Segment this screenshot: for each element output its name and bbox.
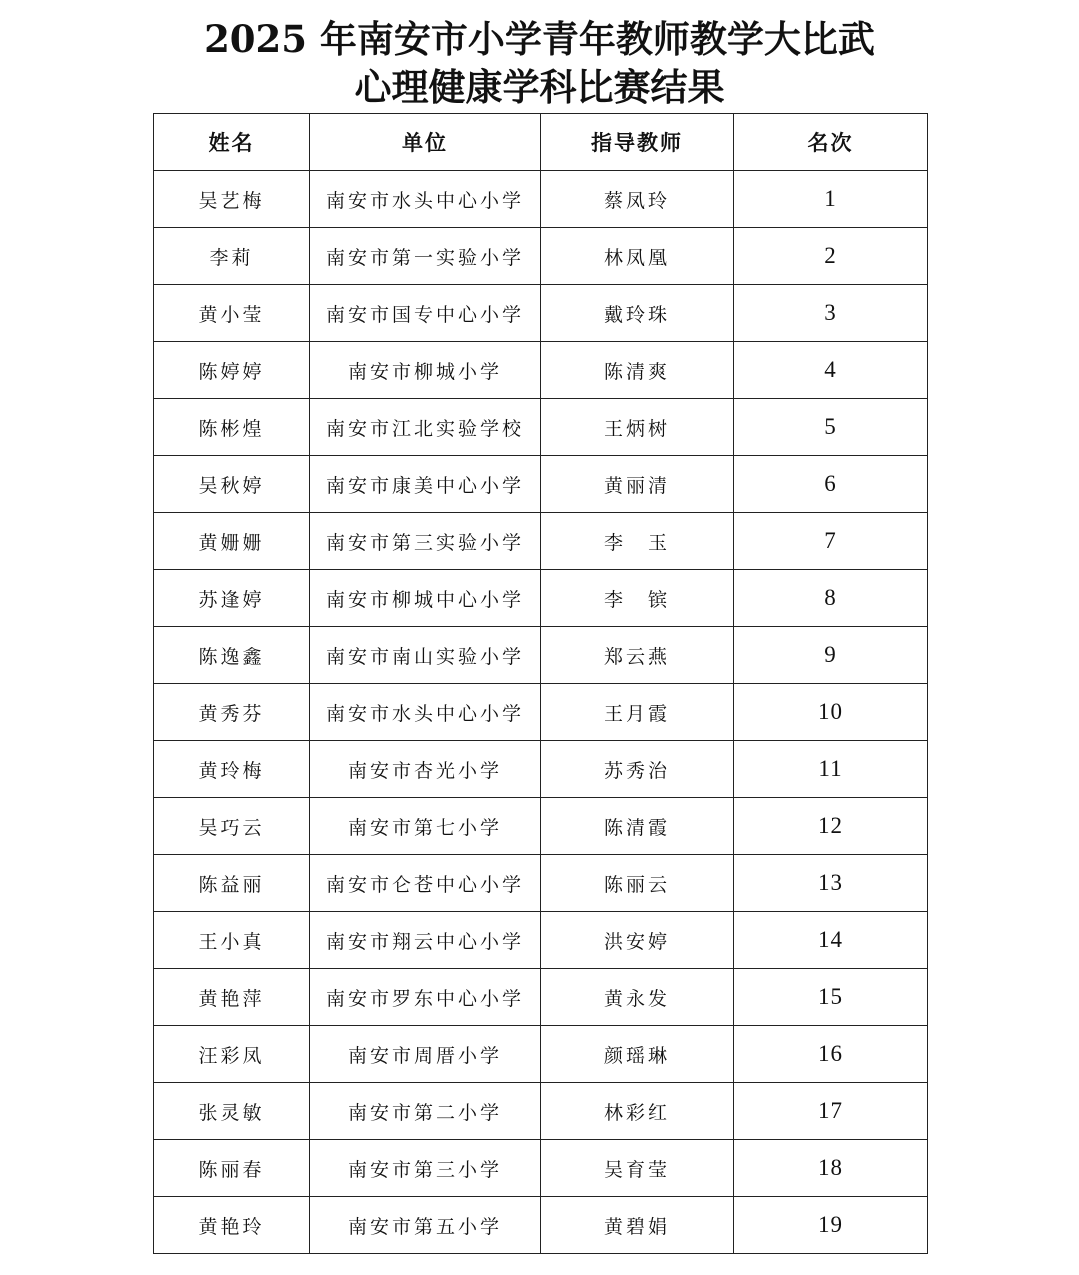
table-row — [154, 1197, 928, 1254]
cell-name: 黄小莹 — [154, 285, 310, 342]
cell-teacher: 颜瑶琳 — [541, 1026, 734, 1083]
column-header-name: 姓名 — [154, 114, 310, 171]
cell-name: 吴艺梅 — [154, 171, 310, 228]
cell-unit: 南安市康美中心小学 — [310, 456, 541, 513]
cell-name: 苏逢婷 — [154, 570, 310, 627]
cell-name: 陈逸鑫 — [154, 627, 310, 684]
cell-rank: 15 — [734, 969, 928, 1026]
table-row — [154, 684, 928, 741]
cell-name: 汪彩凤 — [154, 1026, 310, 1083]
cell-name: 黄艳玲 — [154, 1197, 310, 1254]
table-row — [154, 855, 928, 912]
cell-teacher: 黄碧娟 — [541, 1197, 734, 1254]
table-row — [154, 1140, 928, 1197]
document-title-line-2: 心理健康学科比赛结果 — [354, 65, 725, 109]
cell-unit: 南安市仑苍中心小学 — [310, 855, 541, 912]
cell-rank: 9 — [734, 627, 928, 684]
table-row — [154, 912, 928, 969]
table-row — [154, 741, 928, 798]
cell-teacher: 李 镔 — [541, 570, 734, 627]
cell-rank: 16 — [734, 1026, 928, 1083]
table-row — [154, 969, 928, 1026]
cell-teacher: 吴育莹 — [541, 1140, 734, 1197]
cell-unit: 南安市第一实验小学 — [310, 228, 541, 285]
table-row — [154, 1083, 928, 1140]
cell-unit: 南安市水头中心小学 — [310, 171, 541, 228]
cell-name: 陈丽春 — [154, 1140, 310, 1197]
cell-name: 吴巧云 — [154, 798, 310, 855]
cell-name: 陈婷婷 — [154, 342, 310, 399]
cell-rank: 8 — [734, 570, 928, 627]
cell-unit: 南安市江北实验学校 — [310, 399, 541, 456]
cell-rank: 14 — [734, 912, 928, 969]
cell-rank: 7 — [734, 513, 928, 570]
cell-unit: 南安市第二小学 — [310, 1083, 541, 1140]
cell-teacher: 陈清爽 — [541, 342, 734, 399]
table-row — [154, 627, 928, 684]
results-table-body — [154, 171, 928, 1254]
cell-name: 王小真 — [154, 912, 310, 969]
cell-teacher: 林彩红 — [541, 1083, 734, 1140]
cell-name: 李莉 — [154, 228, 310, 285]
cell-unit: 南安市第五小学 — [310, 1197, 541, 1254]
cell-rank: 6 — [734, 456, 928, 513]
cell-name: 黄秀芬 — [154, 684, 310, 741]
cell-unit: 南安市南山实验小学 — [310, 627, 541, 684]
cell-teacher: 郑云燕 — [541, 627, 734, 684]
cell-teacher: 陈清霞 — [541, 798, 734, 855]
cell-rank: 18 — [734, 1140, 928, 1197]
cell-teacher: 陈丽云 — [541, 855, 734, 912]
table-row — [154, 171, 928, 228]
cell-teacher: 林凤凰 — [541, 228, 734, 285]
table-row — [154, 342, 928, 399]
cell-unit: 南安市杏光小学 — [310, 741, 541, 798]
cell-teacher: 蔡凤玲 — [541, 171, 734, 228]
cell-unit: 南安市翔云中心小学 — [310, 912, 541, 969]
cell-rank: 19 — [734, 1197, 928, 1254]
cell-unit: 南安市第三实验小学 — [310, 513, 541, 570]
cell-unit: 南安市水头中心小学 — [310, 684, 541, 741]
cell-unit: 南安市罗东中心小学 — [310, 969, 541, 1026]
cell-rank: 10 — [734, 684, 928, 741]
table-row — [154, 798, 928, 855]
table-row — [154, 1026, 928, 1083]
table-row — [154, 456, 928, 513]
cell-unit: 南安市柳城中心小学 — [310, 570, 541, 627]
table-row — [154, 570, 928, 627]
cell-teacher: 苏秀治 — [541, 741, 734, 798]
cell-unit: 南安市国专中心小学 — [310, 285, 541, 342]
cell-rank: 3 — [734, 285, 928, 342]
cell-rank: 1 — [734, 171, 928, 228]
cell-name: 黄姗姗 — [154, 513, 310, 570]
table-row — [154, 228, 928, 285]
table-row — [154, 285, 928, 342]
cell-unit: 南安市第七小学 — [310, 798, 541, 855]
cell-teacher: 黄永发 — [541, 969, 734, 1026]
document-title-line-1: 2025 年南安市小学青年教师教学大比武 — [204, 17, 875, 61]
cell-name: 黄艳萍 — [154, 969, 310, 1026]
cell-rank: 17 — [734, 1083, 928, 1140]
cell-name: 陈益丽 — [154, 855, 310, 912]
cell-teacher: 黄丽清 — [541, 456, 734, 513]
cell-rank: 13 — [734, 855, 928, 912]
cell-rank: 2 — [734, 228, 928, 285]
table-row — [154, 399, 928, 456]
cell-rank: 11 — [734, 741, 928, 798]
cell-teacher: 王月霞 — [541, 684, 734, 741]
column-header-teacher: 指导教师 — [541, 114, 734, 171]
column-header-unit: 单位 — [310, 114, 541, 171]
column-header-rank: 名次 — [734, 114, 928, 171]
cell-rank: 5 — [734, 399, 928, 456]
cell-teacher: 李 玉 — [541, 513, 734, 570]
cell-name: 陈彬煌 — [154, 399, 310, 456]
table-header-row — [154, 114, 928, 171]
cell-rank: 4 — [734, 342, 928, 399]
cell-rank: 12 — [734, 798, 928, 855]
cell-teacher: 王炳树 — [541, 399, 734, 456]
cell-name: 张灵敏 — [154, 1083, 310, 1140]
cell-unit: 南安市柳城小学 — [310, 342, 541, 399]
results-table — [153, 113, 928, 1254]
cell-unit: 南安市周厝小学 — [310, 1026, 541, 1083]
table-row — [154, 513, 928, 570]
cell-name: 黄玲梅 — [154, 741, 310, 798]
cell-unit: 南安市第三小学 — [310, 1140, 541, 1197]
cell-name: 吴秋婷 — [154, 456, 310, 513]
cell-teacher: 洪安婷 — [541, 912, 734, 969]
cell-teacher: 戴玲珠 — [541, 285, 734, 342]
